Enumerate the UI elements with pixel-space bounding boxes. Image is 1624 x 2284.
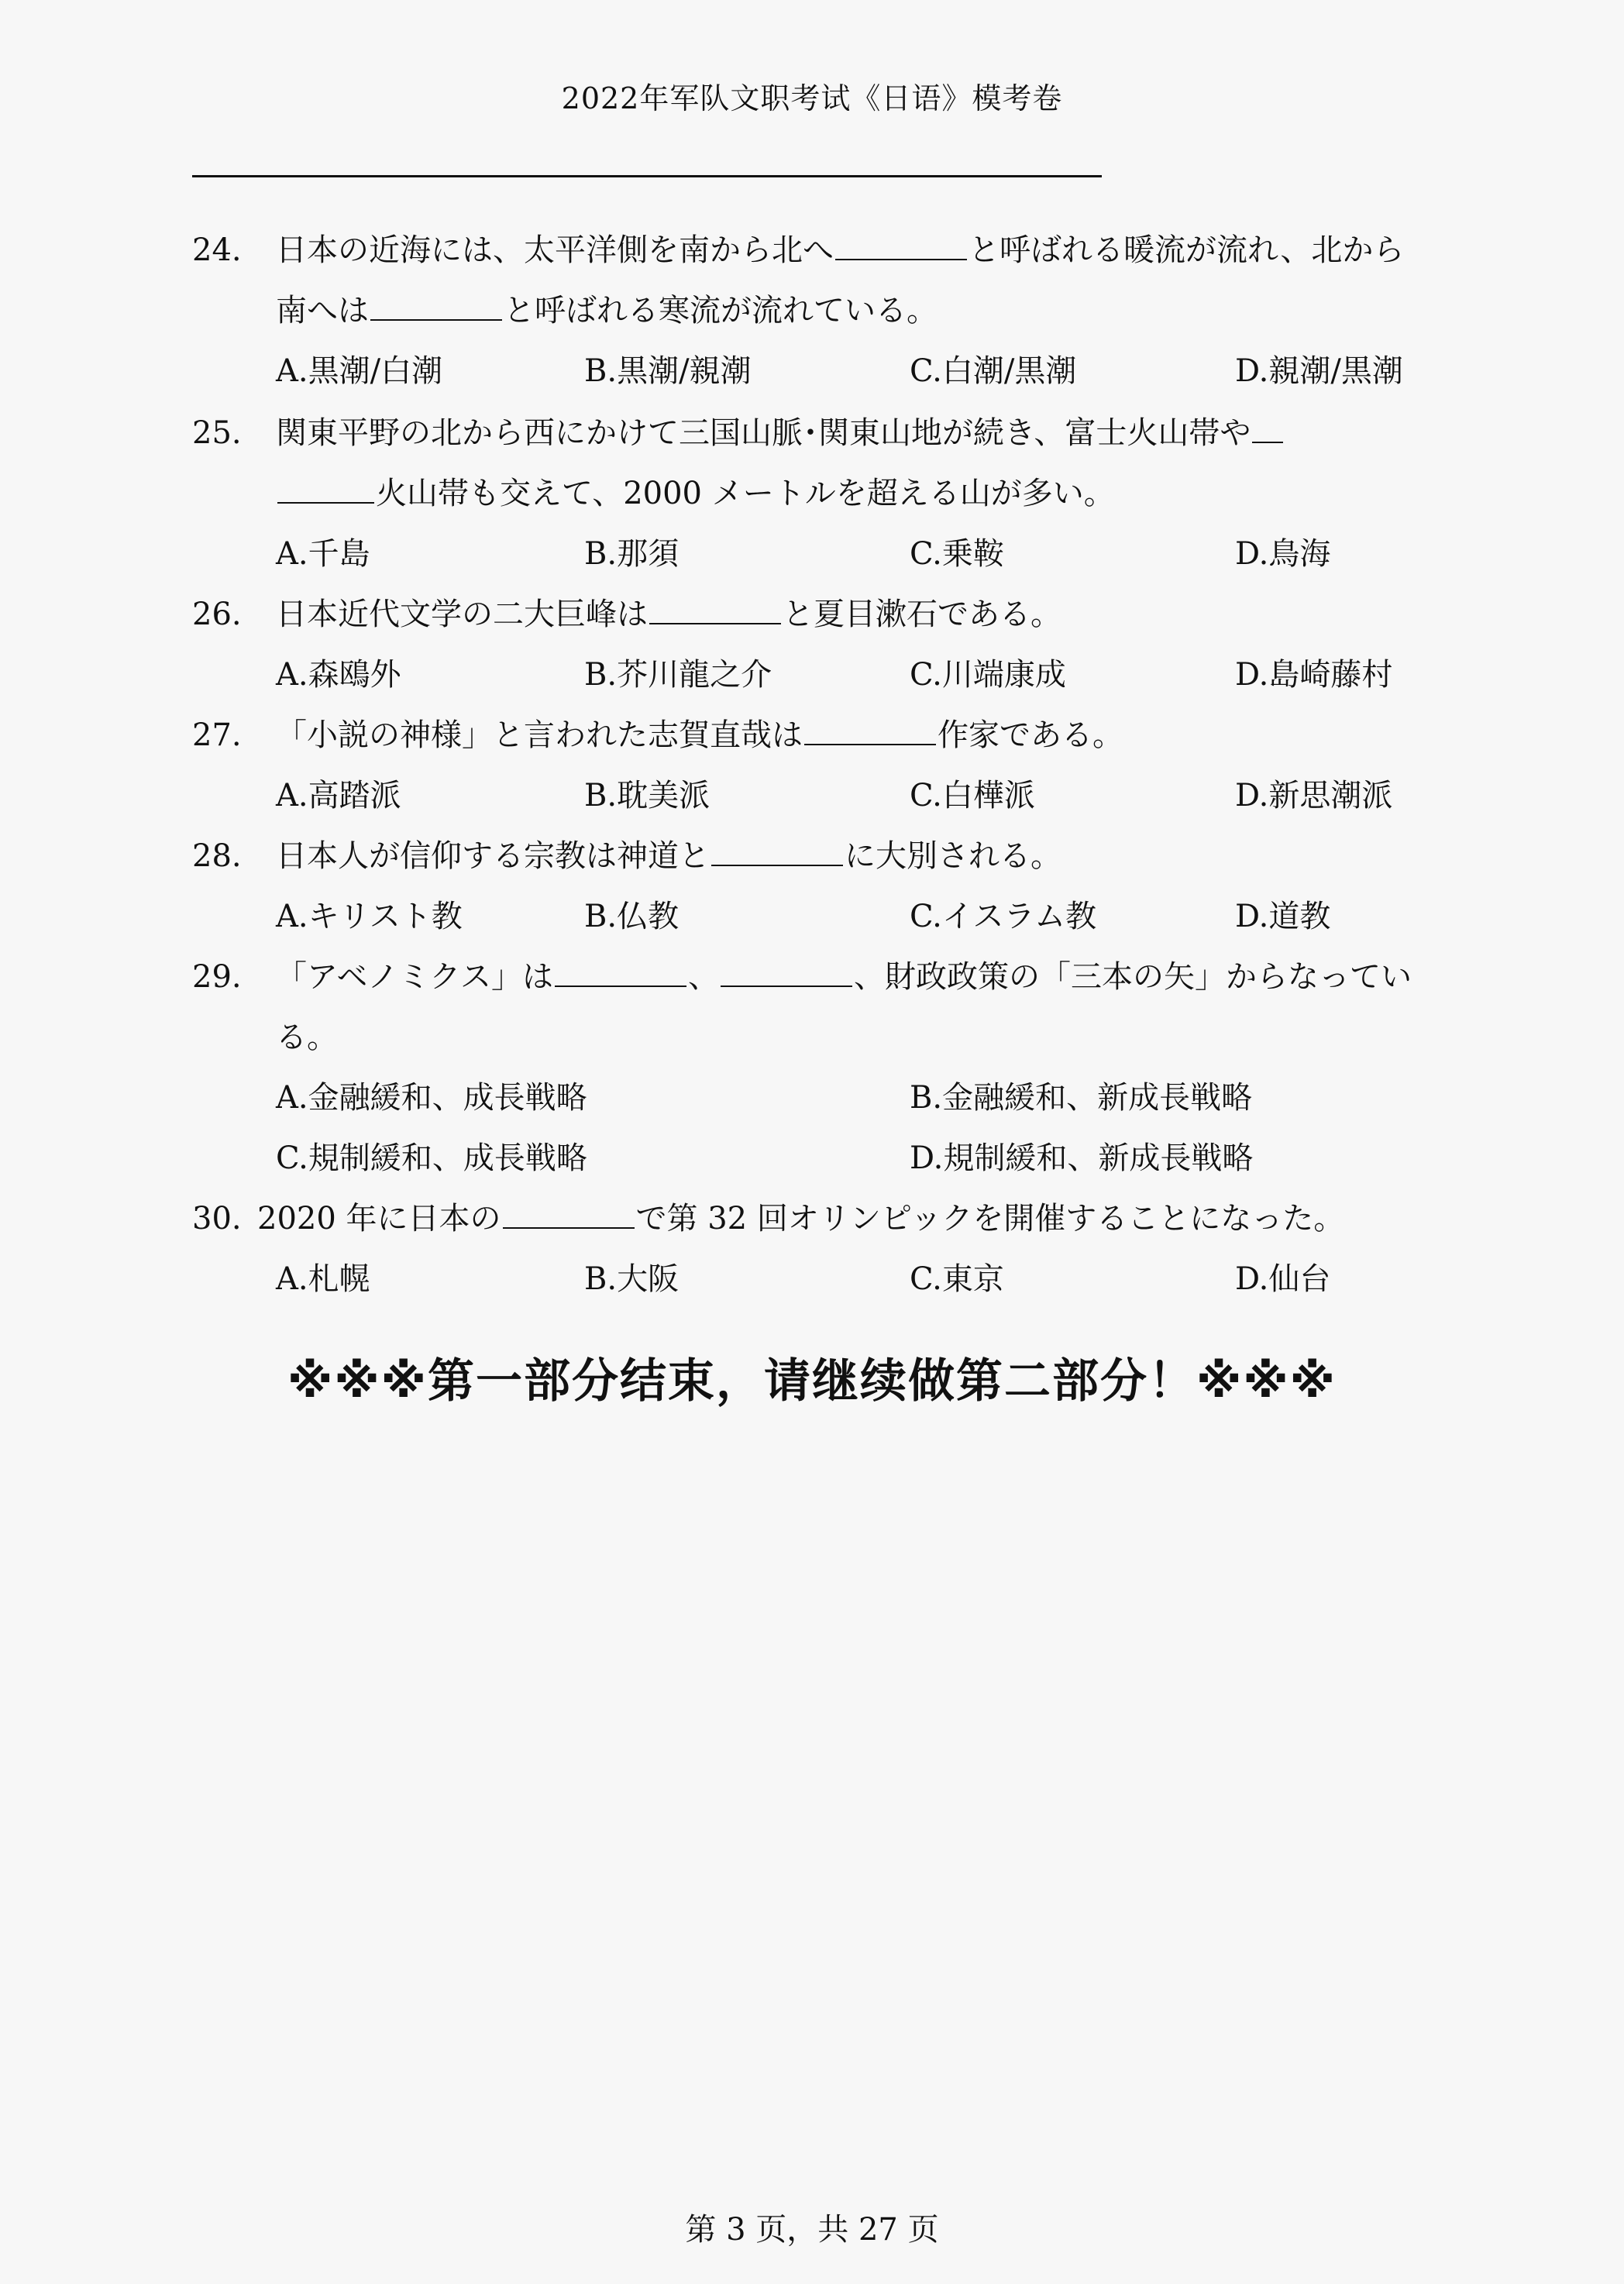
option-d: D.道教	[1235, 899, 1331, 934]
answer-blank	[649, 622, 781, 624]
option-d: D.親潮/黒潮	[1235, 353, 1403, 389]
option-d: D.鳥海	[1235, 536, 1331, 572]
option-a: A.高踏派	[276, 778, 401, 814]
answer-blank	[370, 318, 502, 321]
answer-blank	[804, 743, 936, 745]
option-b: B.那須	[584, 536, 680, 572]
options-25	[276, 524, 1438, 584]
option-a: A.黒潮/白潮	[276, 353, 443, 389]
question-text: 日本近代文学の二大巨峰は と夏目漱石である。	[276, 597, 1061, 632]
option-c: C.乗鞍	[910, 536, 1004, 572]
option-c: C.規制緩和、成長戦略	[276, 1140, 587, 1176]
question-number: 25.	[192, 415, 242, 451]
options-26	[276, 645, 1438, 705]
option-b: B.芥川龍之介	[584, 657, 772, 693]
question-text: 「アベノミクス」は 、 、財政政策の「三本の矢」からなってい	[276, 959, 1412, 995]
question-number: 30.	[192, 1201, 242, 1237]
question-text: 日本の近海には、太平洋側を南から北へ と呼ばれる暖流が流れ、北から	[276, 232, 1405, 268]
question-text: 関東平野の北から西にかけて三国山脈･関東山地が続き、富士火山帯や	[276, 403, 1438, 463]
option-c: C.川端康成	[910, 657, 1066, 693]
question-text: 日本人が信仰する宗教は神道と に大別される。	[276, 838, 1061, 874]
options-28	[276, 886, 1438, 947]
question-text: 2020 年に日本の で第 32 回オリンピックを開催することになった。	[257, 1201, 1345, 1237]
answer-blank	[277, 501, 374, 504]
answer-blank	[1252, 441, 1283, 443]
page-number: 第 3 页，共 27 页	[685, 2212, 939, 2248]
option-a: A.千島	[276, 536, 370, 572]
option-d: D.島崎藤村	[1235, 657, 1393, 693]
options-24	[276, 341, 1438, 401]
question-text: る。	[276, 1020, 338, 1055]
option-c: C.白樺派	[910, 778, 1035, 814]
question-number: 28.	[192, 838, 242, 874]
options-29-row1	[276, 1068, 1438, 1128]
question-number: 26.	[192, 597, 242, 632]
option-a: A.金融緩和、成長戦略	[276, 1080, 587, 1116]
options-30	[276, 1249, 1438, 1309]
option-c: C.白潮/黒潮	[910, 353, 1077, 389]
answer-blank	[555, 985, 686, 987]
option-b: B.黒潮/親潮	[584, 353, 752, 389]
question-number: 27.	[192, 717, 242, 753]
option-c: C.東京	[910, 1261, 1004, 1297]
option-c: C.イスラム教	[910, 899, 1097, 934]
section-end-banner: ※※※第一部分结束，请继续做第二部分！※※※	[287, 1354, 1337, 1409]
question-number: 29.	[192, 959, 242, 995]
option-b: B.耽美派	[584, 778, 710, 814]
question-text: 「小説の神様」と言われた志賀直哉は 作家である。	[276, 717, 1123, 753]
question-text: 火山帯も交えて、2000 メートルを超える山が多い。	[276, 463, 1438, 524]
option-a: A.キリスト教	[276, 899, 463, 934]
options-29-row2	[276, 1128, 1438, 1188]
option-a: A.札幌	[276, 1261, 370, 1297]
answer-blank	[721, 985, 852, 987]
option-d: D.規制緩和、新成長戦略	[910, 1140, 1254, 1176]
question-text: 南へは と呼ばれる寒流が流れている。	[276, 293, 938, 328]
page-header: 2022年军队文职考试《日语》模考卷	[561, 81, 1063, 115]
header-divider	[192, 175, 1102, 177]
option-a: A.森鴎外	[276, 657, 401, 693]
question-number: 24.	[192, 232, 242, 268]
option-d: D.仙台	[1235, 1261, 1331, 1297]
option-b: B.仏教	[584, 899, 680, 934]
answer-blank	[711, 864, 843, 866]
option-b: B.金融緩和、新成長戦略	[910, 1080, 1253, 1116]
answer-blank	[503, 1226, 635, 1229]
answer-blank	[835, 258, 967, 260]
option-b: B.大阪	[584, 1261, 680, 1297]
options-27	[276, 765, 1438, 826]
option-d: D.新思潮派	[1235, 778, 1393, 814]
